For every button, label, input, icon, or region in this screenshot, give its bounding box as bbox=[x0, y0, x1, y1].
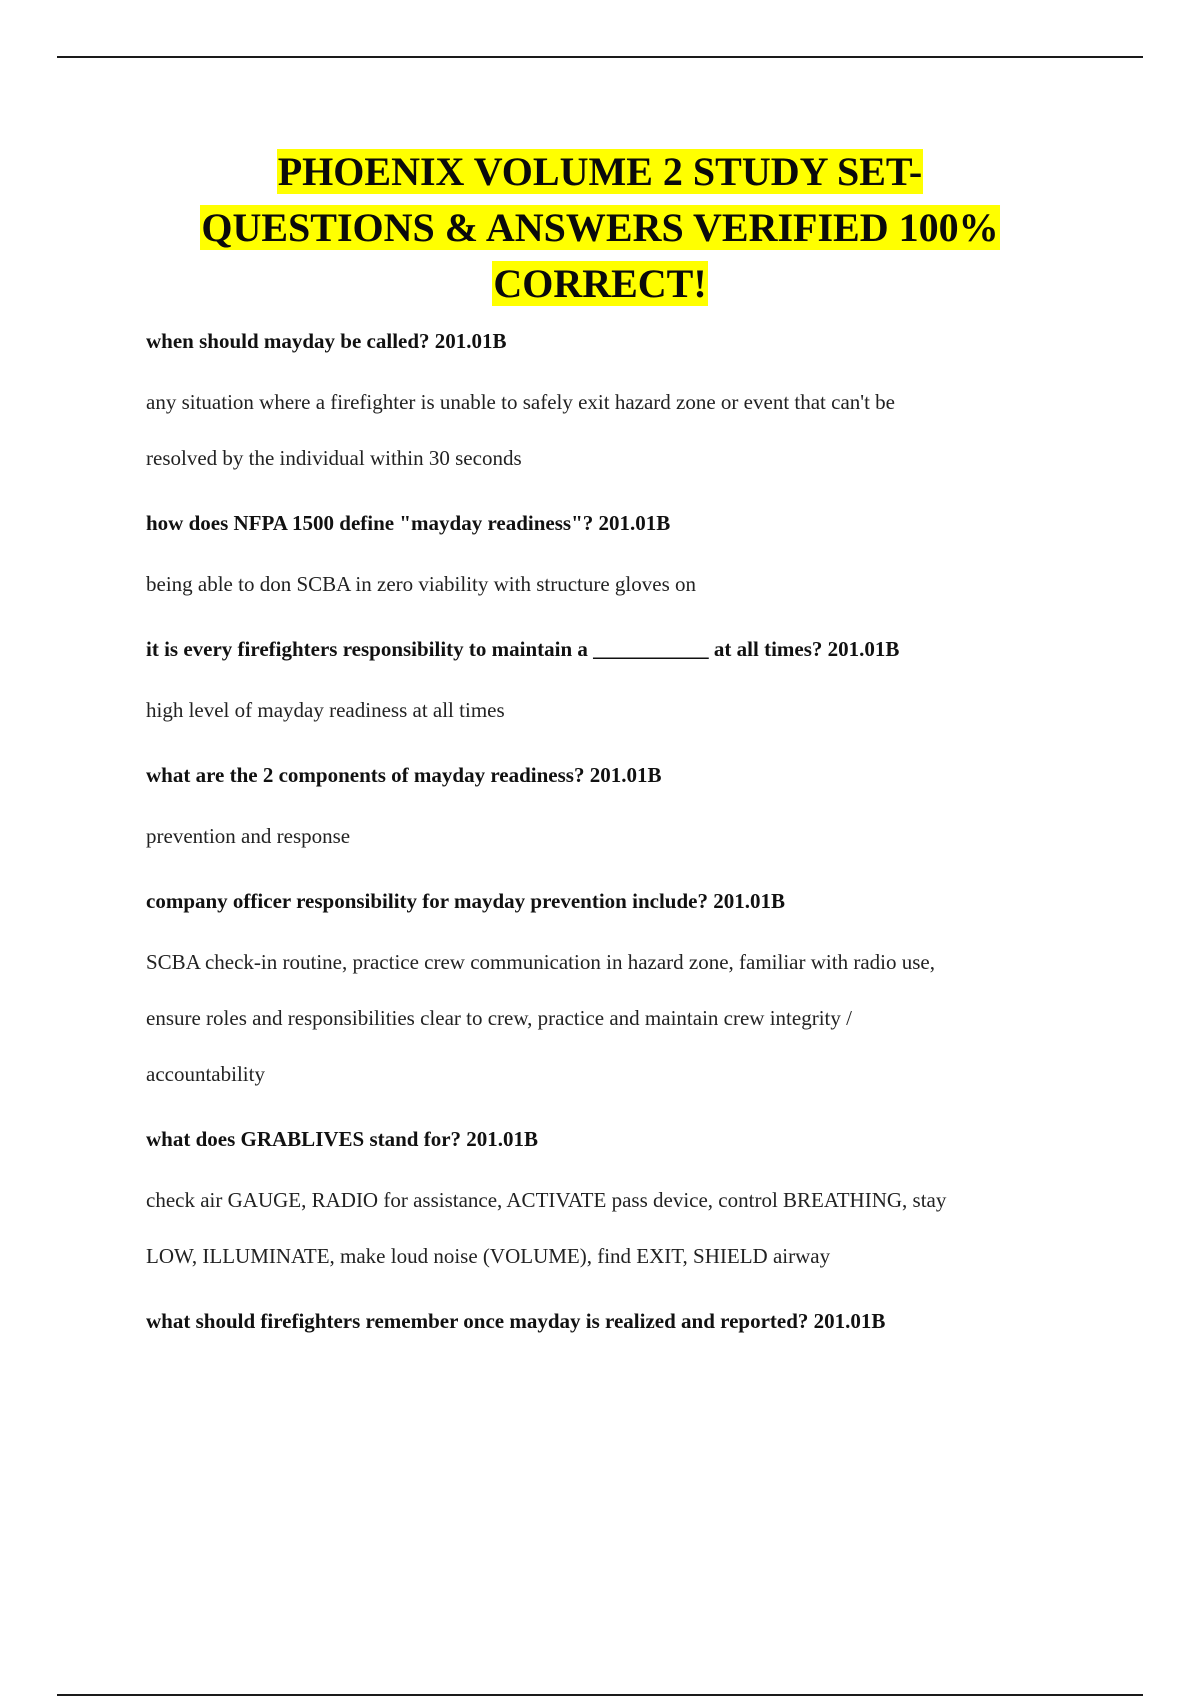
question: company officer responsibility for mayday prevention include? 201.01B bbox=[146, 889, 785, 913]
document-title bbox=[100, 144, 1100, 312]
footer-rule bbox=[57, 1694, 1143, 1696]
answer-line: ensure roles and responsibilities clear to crew, practice and maintain crew integrity / bbox=[146, 1006, 852, 1030]
question: what does GRABLIVES stand for? 201.01B bbox=[146, 1127, 539, 1151]
title-line: CORRECT! bbox=[493, 261, 707, 306]
qa-item bbox=[146, 1305, 1106, 1337]
answer-line: resolved by the individual within 30 seconds bbox=[146, 446, 522, 470]
question: what should firefighters remember once mayday is realized and reported? 201.01B bbox=[146, 1309, 886, 1333]
answer-line: accountability bbox=[146, 1062, 265, 1086]
answer-line: being able to don SCBA in zero viability with structure gloves on bbox=[146, 572, 697, 596]
header-rule bbox=[57, 56, 1143, 58]
qa-item bbox=[146, 507, 1106, 633]
question: when should mayday be called? 201.01B bbox=[146, 329, 507, 353]
qa-item bbox=[146, 1123, 1106, 1305]
question: what are the 2 components of mayday readiness? 201.01B bbox=[146, 763, 662, 787]
answer-line: SCBA check-in routine, practice crew communication in hazard zone, familiar with radio use, bbox=[146, 950, 935, 974]
qa-list bbox=[146, 325, 1106, 1337]
answer-line: check air GAUGE, RADIO for assistance, ACTIVATE pass device, control BREATHING, stay bbox=[146, 1188, 947, 1212]
question: how does NFPA 1500 define "mayday readiness"? 201.01B bbox=[146, 511, 671, 535]
title-line: QUESTIONS & ANSWERS VERIFIED 100% bbox=[201, 205, 999, 250]
qa-item bbox=[146, 759, 1106, 885]
answer-line: LOW, ILLUMINATE, make loud noise (VOLUME), find EXIT, SHIELD airway bbox=[146, 1244, 831, 1268]
answer-line: high level of mayday readiness at all times bbox=[146, 698, 505, 722]
answer-line: any situation where a firefighter is unable to safely exit hazard zone or event that can't be bbox=[146, 390, 895, 414]
qa-item bbox=[146, 885, 1106, 1123]
title-line: PHOENIX VOLUME 2 STUDY SET- bbox=[277, 149, 923, 194]
answer-line: prevention and response bbox=[146, 824, 351, 848]
qa-item bbox=[146, 325, 1106, 507]
question: it is every firefighters responsibility to maintain a ___________ at all times? 201.01B bbox=[146, 637, 900, 661]
qa-item bbox=[146, 633, 1106, 759]
